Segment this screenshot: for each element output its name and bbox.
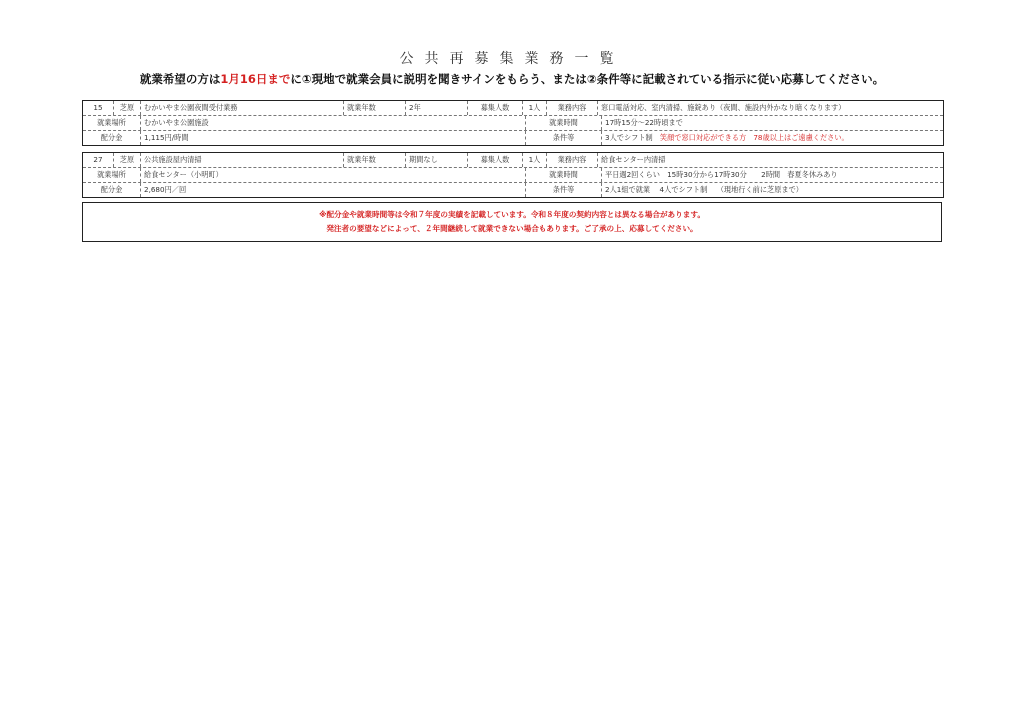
page-subtitle — [0, 71, 1024, 87]
count-label: 募集人数 — [467, 153, 522, 167]
pay-label: 配分金 — [100, 133, 123, 142]
hours-label: 就業時間 — [525, 168, 601, 182]
page-title: 公共再募集業務一覧 — [399, 51, 625, 67]
content-label: 業務内容 — [546, 153, 597, 167]
years-label: 就業年数 — [343, 153, 405, 167]
notice-line-1: ※配分金や就業時間等は令和７年度の実績を記載しています。令和８年度の契約内容とは異なる場合があります。 — [319, 210, 705, 219]
subtitle-instructions: に①現地で就業会員に説明を聞きサインをもらう、または②条件等に記載されている指示に従い応募してください。 — [290, 72, 885, 86]
job-card-27 — [82, 152, 944, 198]
job-years: 2年 — [405, 101, 467, 115]
job-area: 芝原 — [113, 101, 140, 115]
job-row-place — [83, 167, 943, 182]
notice-box — [82, 202, 942, 242]
job-conditions — [601, 183, 943, 197]
hours-label: 就業時間 — [525, 116, 601, 130]
job-content: 窓口電話対応、室内清掃、施錠あり（夜間、施設内外かなり暗くなります） — [597, 101, 943, 115]
job-count: 1人 — [522, 153, 546, 167]
conditions-warning: 笑顔で窓口対応ができる方 78歳以上はご遠慮ください。 — [659, 133, 849, 142]
conditions-text: 3人でシフト制 — [605, 133, 660, 142]
years-label: 就業年数 — [343, 101, 405, 115]
job-row-main — [83, 153, 943, 167]
conditions-label: 条件等 — [525, 131, 601, 145]
job-content: 給食センター内清掃 — [597, 153, 943, 167]
job-conditions — [601, 131, 943, 145]
place-label: 就業場所 — [97, 118, 126, 127]
subtitle-intro: 就業希望の方は — [139, 72, 221, 86]
job-count: 1人 — [522, 101, 546, 115]
job-hours: 17時15分～22時頃まで — [601, 116, 943, 130]
place-label: 就業場所 — [97, 170, 126, 179]
job-years: 期間なし — [405, 153, 467, 167]
job-area: 芝原 — [113, 153, 140, 167]
conditions-label: 条件等 — [525, 183, 601, 197]
notice-line-2: 発注者の要望などによって、２年間継続して就業できない場合もあります。ご了承の上、応募してください。 — [326, 224, 698, 233]
pay-label: 配分金 — [100, 185, 123, 194]
conditions-text: 2人1組で就業 4人でシフト制 （現地行く前に芝原まで） — [605, 185, 803, 194]
job-name: 公共施設屋内清掃 — [140, 153, 343, 167]
job-row-pay — [83, 130, 943, 145]
job-number: 27 — [93, 155, 103, 164]
job-card-15 — [82, 100, 944, 146]
job-row-place — [83, 115, 943, 130]
job-row-main — [83, 101, 943, 115]
job-hours: 平日週2回くらい 15時30分から17時30分 2時間 春夏冬休みあり — [601, 168, 943, 182]
job-row-pay — [83, 182, 943, 197]
job-name: むかいやま公園夜間受付業務 — [140, 101, 343, 115]
job-pay: 2,680円／回 — [140, 183, 525, 197]
job-pay: 1,115円/時間 — [140, 131, 525, 145]
count-label: 募集人数 — [467, 101, 522, 115]
content-label: 業務内容 — [546, 101, 597, 115]
job-number: 15 — [93, 103, 103, 112]
job-place: 給食センター（小明町） — [140, 168, 525, 182]
subtitle-deadline: 1月16日まで — [220, 72, 291, 86]
job-place: むかいやま公園施設 — [140, 116, 525, 130]
